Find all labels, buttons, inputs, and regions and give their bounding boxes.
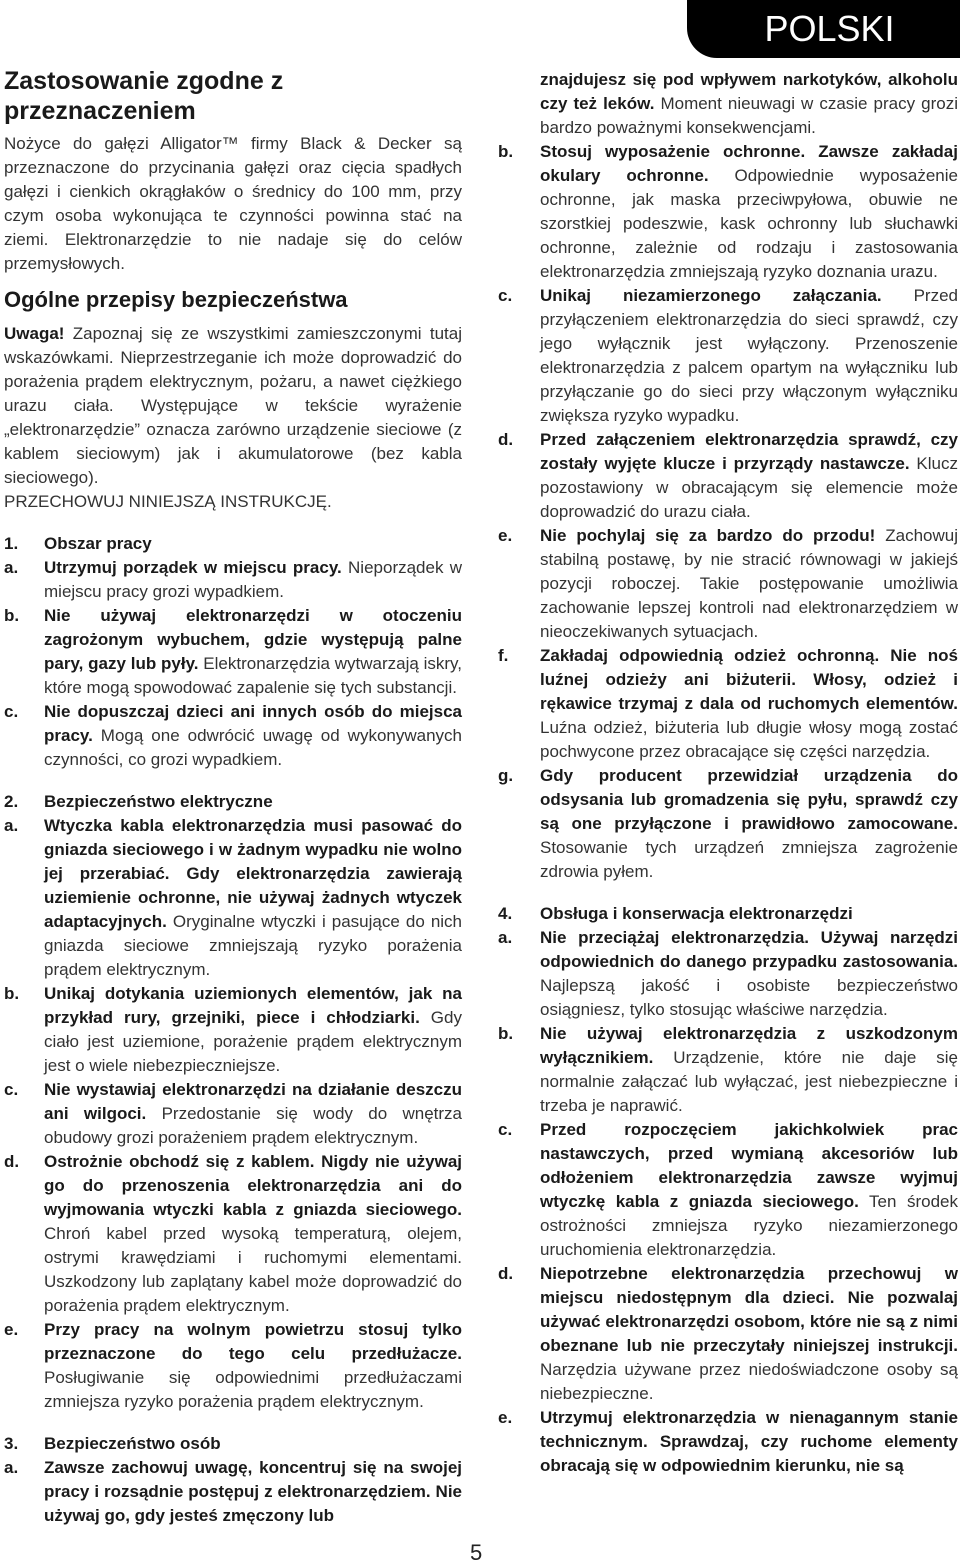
item-text: Klucz pozostawiony w obracającym się elemencie może doprowadzić do urazu ciała. xyxy=(540,454,958,521)
item-text: Najlepszą jakość i osobiste bezpieczeństwo osiągniesz, tylko stosując właściwe narzędzia. xyxy=(540,976,958,1019)
item-text: Urządzenie, które nie daje się normalnie załączać lub wyłączać, jest niebezpieczne i trzeba je naprawić. xyxy=(540,1048,958,1115)
item-bold: Niepotrzebne elektronarzędzia przechowuj w miejscu niedostępnym dla dzieci. Nie pozwalaj używać elektronarzędzi osobom, które nie są z nimi obeznane lub nie przeczytały niniejszej instrukcji. xyxy=(540,1264,958,1355)
item-bold: Zakładaj odpowiednią odzież ochronną. Nie noś luźnej odzieży ani biżuterii. Włosy, odzież i rękawice trzymaj z dala od ruchomych elementów. xyxy=(540,646,958,713)
item-bold: Stosuj wyposażenie ochronne. Zawsze zakładaj okulary ochronne. xyxy=(540,142,958,185)
item-bold: Unikaj niezamierzonego załączania. xyxy=(540,286,882,305)
item-bold: znajdujesz się pod wpływem narkotyków, alkoholu czy też leków. xyxy=(540,70,958,113)
list-item xyxy=(4,1456,462,1528)
item-letter: e. xyxy=(4,1320,19,1339)
item-text: Stosowanie tych urządzeń zmniejsza zagrożenie zdrowia pyłem. xyxy=(540,838,958,881)
safety-heading: Ogólne przepisy bezpieczeństwa xyxy=(4,287,348,312)
item-text: Nieporządek w miejscu pracy grozi wypadkiem. xyxy=(44,558,462,601)
item-letter: a. xyxy=(498,928,513,947)
item-letter: b. xyxy=(4,984,20,1003)
item-text: Zachowuj stabilną postawę, by nie stracić równowagi w jakiejś pozycji roboczej. Takie postępowanie umożliwia zachowanie lepszej kontroli nad elektronarzędziem w nieoczekiwanych sytuacjach. xyxy=(540,526,959,641)
list-item xyxy=(498,140,958,284)
item-letter: c. xyxy=(4,1080,19,1099)
section-4-heading xyxy=(498,902,958,926)
right-column xyxy=(498,68,958,1478)
warning-text: Zapoznaj się ze wszystkimi zamieszczonymi tutaj wskazówkami. Nieprzestrzeganie ich może doprowadzić do porażenia prądem elektrycznym, pożaru, a nawet ciężkiego urazu ciała. Występujące w tekście wyrażenie „elektronarzędzie” oznacza zarówno urządzenie sieciowe (z kablem sieciowym) jak i akumulatorowe (bez kabla sieciowego). xyxy=(4,324,462,487)
item-bold: Przed załączeniem elektronarzędzia sprawdź, czy zostały wyjęte klucze i przyrządy nastawcze. xyxy=(540,430,958,473)
section-number: 2. xyxy=(4,792,19,811)
list-item xyxy=(498,926,958,1022)
page-number: 5 xyxy=(470,1540,483,1565)
page-title: Zastosowanie zgodne z przeznaczeniem xyxy=(4,67,284,125)
list-item xyxy=(4,982,462,1078)
item-bold: Utrzymuj elektronarzędzia w nienagannym stanie technicznym. Sprawdzaj, czy ruchome elementy obracają się w odpowiednim kierunku, nie są xyxy=(540,1408,958,1475)
item-text: Chroń kabel przed wysoką temperaturą, olejem, ostrymi krawędziami i ruchomymi elementami. Uszkodzony lub zaplątany kabel może doprowadzić do porażenia prądem elektrycznym. xyxy=(44,1224,462,1315)
keep-instructions: PRZECHOWUJ NINIEJSZĄ INSTRUKCJĘ. xyxy=(4,492,332,511)
item-letter: c. xyxy=(4,702,19,721)
item-bold: Nie używaj elektronarzędzi w otoczeniu zagrożonym wybuchem, gdzie występują palne pary, gazy lub pyły. xyxy=(44,606,462,673)
list-item xyxy=(498,284,958,428)
section-number: 3. xyxy=(4,1434,19,1453)
list-item xyxy=(4,700,462,772)
list-item xyxy=(4,556,462,604)
item-bold: Nie wystawiaj elektronarzędzi na działanie deszczu ani wilgoci. xyxy=(44,1080,462,1123)
list-item xyxy=(498,524,958,644)
item-letter: b. xyxy=(498,1024,514,1043)
intro-paragraph: Nożyce do gałęzi Alligator™ firmy Black & Decker są przeznaczone do przycinania gałęzi oraz cięcia spadłych gałęzi i cienkich okrągłaków o średnicy do 100 mm, przy czym osoba wykonująca te czynności powinna stać na ziemi. Elektronarzędzie to nie nadaje się do celów przemysłowych. xyxy=(4,134,462,273)
item-bold: Nie dopuszczaj dzieci ani innych osób do miejsca pracy. xyxy=(44,702,462,745)
warning-paragraph xyxy=(4,322,462,490)
item-bold: Ostrożnie obchodź się z kablem. Nigdy nie używaj go do przenoszenia elektronarzędzia ani do wyjmowania wtyczki kabla z gniazda sieciowego. xyxy=(44,1152,462,1219)
list-item xyxy=(4,1150,462,1318)
item-bold: Nie przeciążaj elektronarzędzia. Używaj narzędzi odpowiednich do danego przypadku zastosowania. xyxy=(540,928,958,971)
item-letter: d. xyxy=(498,430,514,449)
section-title: Bezpieczeństwo osób xyxy=(44,1434,221,1453)
item-letter xyxy=(498,68,540,140)
left-column xyxy=(4,66,462,1528)
item-text: Przed przyłączeniem elektronarzędzia do sieci sprawdź, czy jego wyłącznik jest wyłączony. Przenoszenie elektronarzędzia z palcem opartym na wyłączniku lub przyłączanie go do sieci przy włączonym wyłączniku zwiększa ryzyko wypadku. xyxy=(540,286,958,425)
item-bold: Gdy producent przewidział urządzenia do odsysania lub gromadzenia się pyłu, sprawdź czy są one przyłączone i prawidłowo zamocowane. xyxy=(540,766,958,833)
item-bold: Przy pracy na wolnym powietrzu stosuj tylko przeznaczone do tego celu przedłużacze. xyxy=(44,1320,462,1363)
item-letter: b. xyxy=(4,606,20,625)
section-number: 1. xyxy=(4,534,19,553)
list-item xyxy=(498,428,958,524)
item-letter: a. xyxy=(4,1458,19,1477)
item-text: Mogą one odwrócić uwagę od wykonywanych czynności, co grozi wypadkiem. xyxy=(44,726,462,769)
item-text: Przedostanie się wody do wnętrza obudowy grozi porażeniem prądem elektrycznym. xyxy=(44,1104,463,1147)
section-title: Obszar pracy xyxy=(44,534,152,553)
list-item xyxy=(4,604,462,700)
list-item xyxy=(498,644,958,764)
item-letter: b. xyxy=(498,142,514,161)
item-letter: g. xyxy=(498,766,514,785)
item-text: Oryginalne wtyczki i pasujące do nich gniazda sieciowe zmniejszają ryzyko porażenia prądem elektrycznym. xyxy=(44,912,462,979)
item-letter: e. xyxy=(498,1408,513,1427)
item-letter: a. xyxy=(4,816,19,835)
section-number: 4. xyxy=(498,904,513,923)
item-text: Odpowiednie wyposażenie ochronne, jak maska przeciwpyłowa, obuwie ne szorstkiej podeszwie, kask ochronny lub słuchawki ochronne, zależnie od rodzaju i zastosowania elektronarzędzia zmniejszają ryzyko doznania urazu. xyxy=(540,166,958,281)
item-letter: f. xyxy=(498,646,509,665)
item-bold: Przed rozpoczęciem jakichkolwiek prac nastawczych, przed wymianą akcesoriów lub odłożeniem elektronarzędzia zawsze wyjmuj wtyczkę kabla z gniazda sieciowego. xyxy=(540,1120,958,1211)
item-letter: c. xyxy=(498,286,513,305)
item-bold: Zawsze zachowuj uwagę, koncentruj się na swojej pracy i rozsądnie postępuj z elektronarzędziem. Nie używaj go, gdy jesteś zmęczony lub xyxy=(44,1458,462,1525)
item-bold: Unikaj dotykania uziemionych elementów, jak na przykład rury, grzejniki, piece i chłodziarki. xyxy=(44,984,462,1027)
item-text: Gdy ciało jest uziemione, porażenie prądem elektrycznym jest o wiele niebezpieczniejsze. xyxy=(44,1008,462,1075)
list-item xyxy=(4,1078,462,1150)
section-title: Obsługa i konserwacja elektronarzędzi xyxy=(540,904,853,923)
list-item xyxy=(498,1022,958,1118)
section-2-heading xyxy=(4,790,462,814)
item-text: Ten środek ostrożności zmniejsza ryzyko niezamierzonego uruchomienia elektronarzędzia. xyxy=(540,1192,959,1259)
list-item xyxy=(498,1262,958,1406)
item-letter: d. xyxy=(498,1264,514,1283)
warning-label: Uwaga! xyxy=(4,324,65,343)
item-text: Narzędzia używane przez niedoświadczone osoby są niebezpieczne. xyxy=(540,1360,958,1403)
item-bold: Wtyczka kabla elektronarzędzia musi pasować do gniazda sieciowego i w żadnym wypadku nie wolno jej przerabiać. Gdy elektronarzędzia zawierają uziemienie ochronne, nie używaj żadnych wtyczek adaptacyjnych. xyxy=(44,816,462,931)
list-item xyxy=(4,1318,462,1414)
section-1-heading xyxy=(4,532,462,556)
list-item xyxy=(498,1118,958,1262)
item-letter: e. xyxy=(498,526,513,545)
item-letter: a. xyxy=(4,558,19,577)
section-3-heading xyxy=(4,1432,462,1456)
item-text: Elektronarzędzia wytwarzają iskry, które mogą spowodować zapalenie się tych substancji. xyxy=(44,654,462,697)
item-letter: c. xyxy=(498,1120,513,1139)
list-item xyxy=(498,1406,958,1478)
item-bold: Nie pochylaj się za bardzo do przodu! xyxy=(540,526,876,545)
list-item xyxy=(4,814,462,982)
item-text: Posługiwanie się odpowiednimi przedłużaczami zmniejsza ryzyko porażenia prądem elektrycznym. xyxy=(44,1368,462,1411)
list-item-continued xyxy=(498,68,958,140)
item-letter: d. xyxy=(4,1152,20,1171)
item-text: Luźna odzież, biżuteria lub długie włosy mogą zostać pochwycone przez obracające się części narzędzia. xyxy=(540,718,958,761)
item-bold: Nie używaj elektronarzędzia z uszkodzonym wyłącznikiem. xyxy=(540,1024,958,1067)
item-bold: Utrzymuj porządek w miejscu pracy. xyxy=(44,558,342,577)
list-item xyxy=(498,764,958,884)
item-text: Moment nieuwagi w czasie pracy grozi bardzo poważnymi konsekwencjami. xyxy=(540,94,958,137)
section-title: Bezpieczeństwo elektryczne xyxy=(44,792,273,811)
language-tab: POLSKI xyxy=(687,0,960,58)
